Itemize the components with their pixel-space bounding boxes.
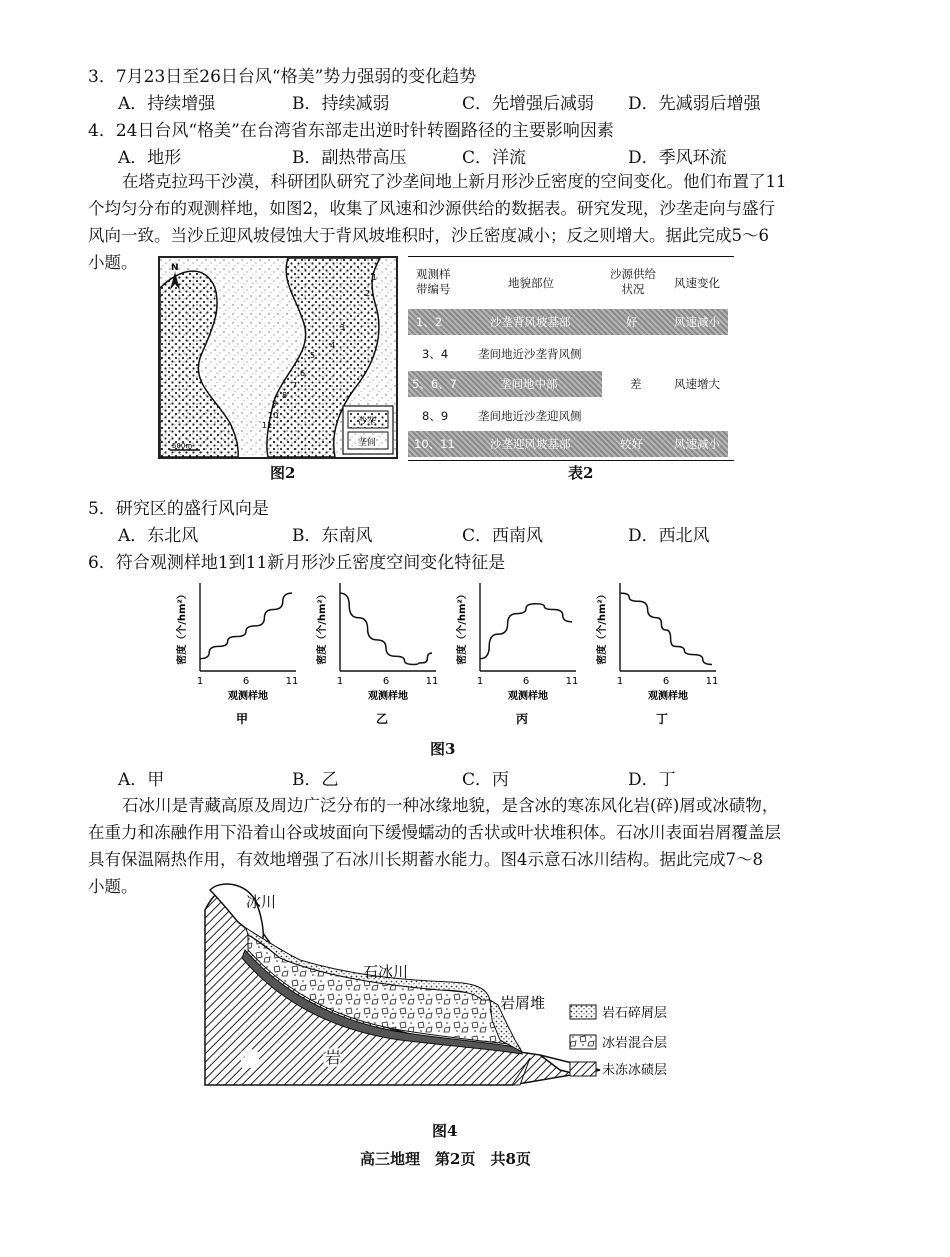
q3-option-a: A．持续增强 [118, 94, 216, 114]
sample-number: 10 [268, 411, 279, 420]
legend-label-debris: 岩石碎屑层 [602, 1006, 668, 1021]
chart-series-line [200, 593, 292, 659]
label-bedrock-2: 岩 [325, 1048, 342, 1067]
chart-x-label: 观测样地 [648, 691, 688, 702]
legend-swatch-moraine [570, 1062, 596, 1076]
chart-x-tick: 6 [522, 676, 530, 687]
table2-cell-part: 垄间地近沙垄迎风侧 [478, 409, 582, 423]
q4-option-d: D．季风环流 [628, 148, 727, 168]
label-glacier: 冰川 [246, 893, 277, 911]
q6-stem: 6．符合观测样地1到11新月形沙丘密度空间变化特征是 [88, 553, 506, 573]
table2-cell-wind: 风速减小 [674, 437, 720, 451]
chart-x-tick: 11 [705, 676, 719, 687]
chart-x-tick: 11 [285, 676, 299, 687]
label-talus: 岩屑堆 [500, 994, 546, 1012]
table2-header-supply: 沙源供给状况 [610, 267, 656, 296]
fig2-map-svg [160, 258, 396, 457]
table2-cell-part: 垄间地中部 [500, 377, 558, 391]
passage-rock-glacier-line: 具有保温隔热作用，有效地增强了石冰川长期蓄水能力。图4示意石冰川结构。据此完成7～8 [88, 850, 763, 869]
q6-option-b: B．乙 [292, 770, 339, 790]
chart-y-label: 密度（个/hm²） [597, 589, 608, 665]
sample-number: 1 [372, 273, 378, 282]
q5-option-b: B．东南风 [292, 526, 373, 546]
table2-cell-part: 沙垄迎风坡基部 [490, 437, 571, 451]
q3-stem: 3．7月23日至26日台风“格美”势力强弱的变化趋势 [88, 67, 477, 87]
sample-number: 11 [262, 421, 273, 430]
table2 [408, 256, 734, 461]
q5-stem: 5．研究区的盛行风向是 [88, 499, 269, 519]
sample-number: 8 [282, 391, 288, 400]
fig2-map [158, 256, 398, 459]
q6-option-d: D．丁 [628, 770, 676, 790]
sample-number: 4 [330, 341, 336, 350]
table2-cell-id: 1、2 [416, 315, 443, 329]
chart-x-label: 观测样地 [368, 691, 408, 702]
table2-cell-supply: 好 [626, 315, 638, 329]
table2-row [408, 309, 728, 335]
label-bedrock-1: 基 [242, 1050, 259, 1069]
table2-cell-supply: 差 [630, 377, 642, 391]
page-footer: 高三地理 第2页 共8页 [360, 1150, 531, 1168]
passage-desert-line: 风向一致。当沙丘迎风坡侵蚀大于背风坡堆积时，沙丘密度减小；反之则增大。据此完成5～6 [88, 226, 769, 245]
table2-row [408, 341, 728, 367]
legend-label-interdune: 垄间 [358, 438, 377, 448]
q5-option-c: C．西南风 [462, 526, 544, 546]
chart-x-tick: 11 [425, 676, 439, 687]
chart-x-tick: 1 [476, 676, 484, 687]
chart-y-label: 密度（个/hm²） [177, 589, 188, 665]
q4-stem: 4．24日台风“格美”在台湾省东部走出逆时针转圈路径的主要影响因素 [88, 121, 614, 141]
table2-cell-part: 沙垄背风坡基部 [490, 315, 571, 329]
sample-number: 7 [292, 381, 298, 390]
table2-cell-id: 3、4 [422, 347, 449, 361]
chart-panel-label: 丙 [515, 712, 529, 726]
chart-y-label: 密度（个/hm²） [457, 589, 468, 665]
label-rock-glacier: 石冰川 [363, 963, 409, 981]
chart-panel-label: 甲 [235, 712, 249, 726]
north-label: N [171, 263, 179, 273]
q4-option-b: B．副热带高压 [292, 148, 407, 168]
q4-option-c: C．洋流 [462, 148, 527, 168]
sample-number: 6 [300, 369, 306, 378]
table2-cell-wind: 风速增大 [674, 377, 720, 391]
legend-label-dune: 沙垄 [358, 417, 377, 427]
sample-number: 3 [340, 323, 346, 332]
fig3-charts [150, 575, 750, 735]
sample-number: 9 [272, 399, 278, 408]
q5-option-d: D．西北风 [628, 526, 710, 546]
passage-desert-line: 在塔克拉玛干沙漠，科研团队研究了沙垄间地上新月形沙丘密度的空间变化。他们布置了11 [122, 172, 787, 191]
chart-x-tick: 11 [565, 676, 579, 687]
chart-panel-label: 丁 [655, 712, 669, 726]
chart-series-line [620, 593, 712, 664]
sample-number: 5 [310, 351, 316, 360]
sample-number: 2 [365, 289, 371, 298]
chart-x-tick: 1 [616, 676, 624, 687]
q3-option-d: D．先减弱后增强 [628, 94, 761, 114]
table2-header-part: 地貌部位 [508, 276, 554, 290]
chart-series-line [340, 593, 432, 664]
q5-option-a: A．东北风 [118, 526, 199, 546]
scale-label: 500m [172, 442, 193, 450]
chart-x-tick: 1 [196, 676, 204, 687]
chart-panel-label: 乙 [375, 712, 389, 726]
table2-caption: 表2 [568, 464, 594, 482]
q6-option-a: A．甲 [118, 770, 165, 790]
fig4-diagram [200, 880, 680, 1090]
legend-label-moraine: 未冻冰碛层 [602, 1063, 668, 1078]
table2-row [408, 403, 728, 429]
chart-x-tick: 6 [662, 676, 670, 687]
table2-cell-id: 8、9 [422, 409, 449, 423]
table2-row [408, 371, 728, 397]
table2-cell-wind: 风速减小 [674, 315, 720, 329]
q6-option-c: C．丙 [462, 770, 510, 790]
fig3-caption: 图3 [430, 740, 456, 758]
table2-row [408, 431, 728, 457]
q4-option-a: A．地形 [118, 148, 182, 168]
fig2-caption: 图2 [270, 464, 296, 482]
chart-x-tick: 6 [382, 676, 390, 687]
chart-series-line [480, 604, 572, 659]
table2-cell-supply: 较好 [620, 437, 643, 451]
table2-cell-part: 垄间地近沙垄背风侧 [478, 347, 582, 361]
fig4-caption: 图4 [432, 1122, 458, 1140]
passage-rock-glacier-line: 在重力和冻融作用下沿着山谷或坡面向下缓慢蠕动的舌状或叶状堆积体。石冰川表面岩屑覆盖层 [88, 823, 781, 842]
passage-desert-line: 小题。 [88, 253, 138, 272]
table2-header-wind: 风速变化 [674, 276, 720, 290]
table2-cell-id: 5、6、7 [412, 377, 457, 391]
chart-x-tick: 1 [336, 676, 344, 687]
table2-cell-id: 10、11 [414, 437, 455, 451]
passage-desert-line: 个均匀分布的观测样地，如图2，收集了风速和沙源供给的数据表。研究发现，沙垄走向与盛行 [88, 199, 775, 218]
chart-y-label: 密度（个/hm²） [317, 589, 328, 665]
chart-x-label: 观测样地 [508, 691, 548, 702]
passage-rock-glacier-line: 小题。 [88, 877, 138, 896]
chart-x-label: 观测样地 [228, 691, 268, 702]
table2-header-id: 观测样带编号 [416, 267, 451, 296]
q3-option-b: B．持续减弱 [292, 94, 390, 114]
chart-x-tick: 6 [242, 676, 250, 687]
legend-swatch-icerock [570, 1035, 596, 1049]
legend-label-icerock: 冰岩混合层 [602, 1036, 668, 1051]
q3-option-c: C．先增强后减弱 [462, 94, 595, 114]
legend-swatch-debris [570, 1005, 596, 1019]
passage-rock-glacier-line: 石冰川是青藏高原及周边广泛分布的一种冰缘地貌，是含冰的寒冻风化岩(碎)屑或冰碛物， [122, 796, 779, 815]
